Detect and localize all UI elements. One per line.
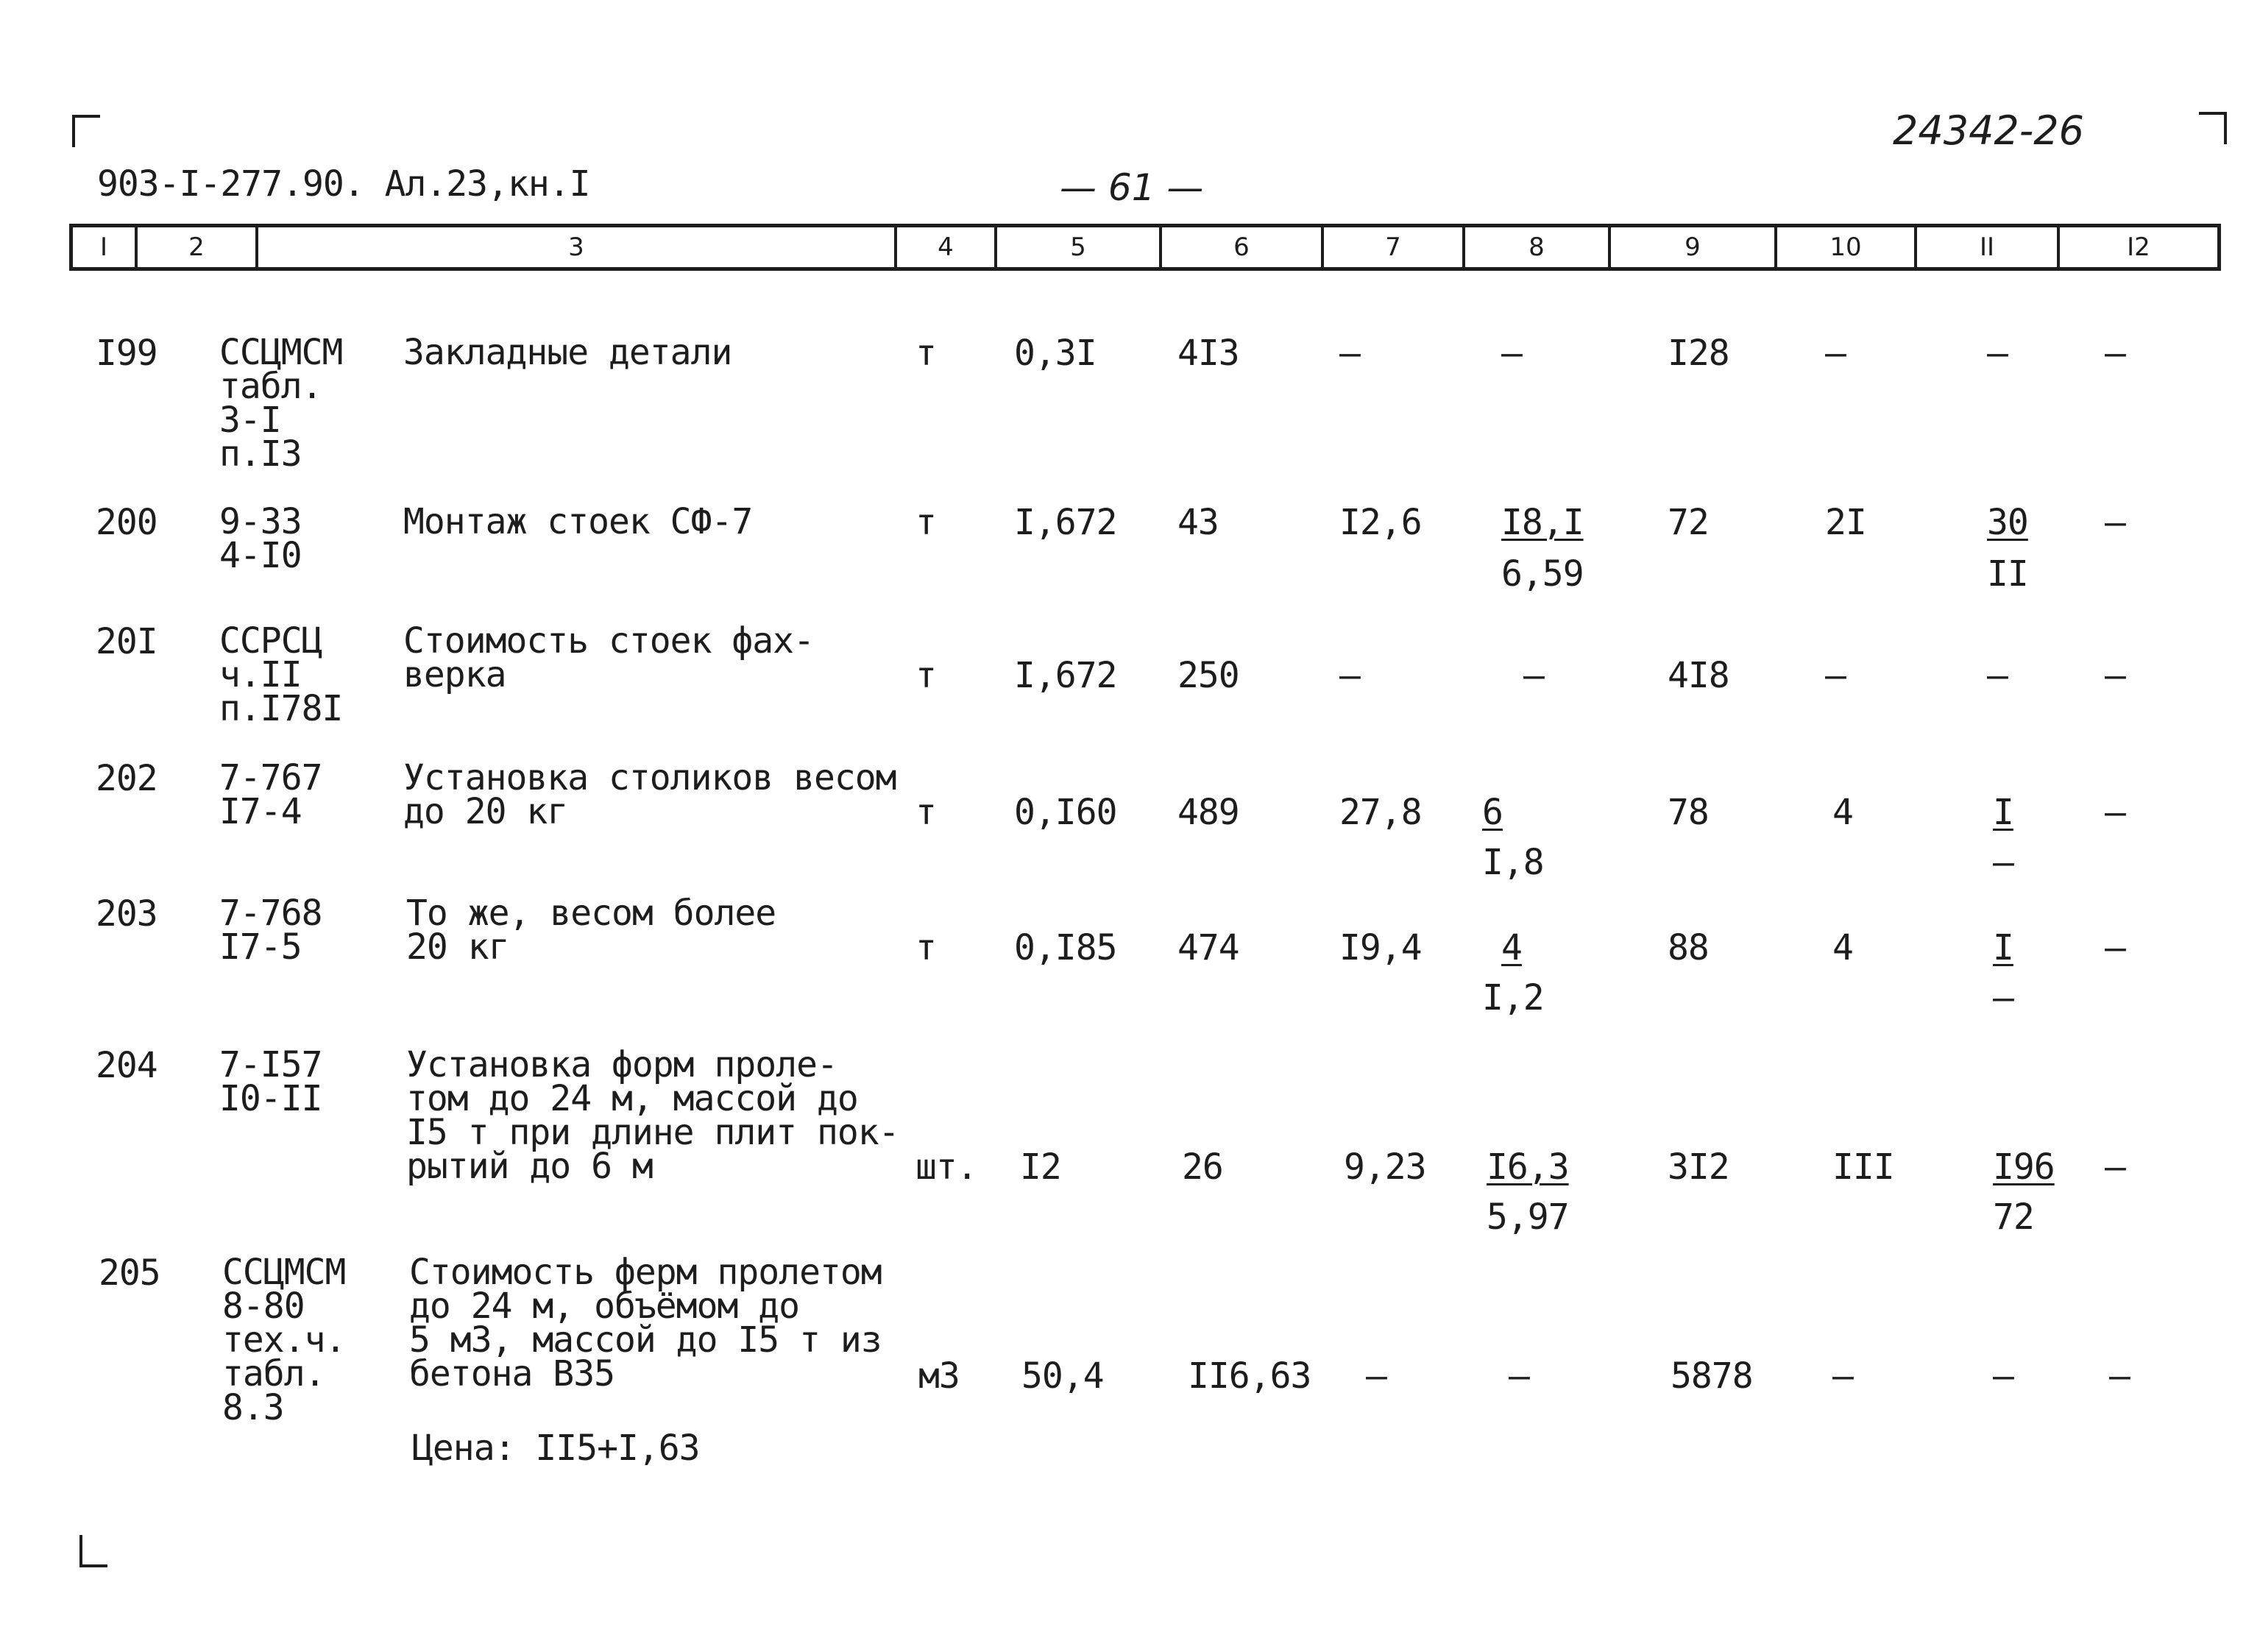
norm-code: 7-I57 I0-II (219, 1044, 322, 1119)
column-number: 9 (1611, 227, 1777, 267)
column-number: 5 (997, 227, 1162, 267)
col11-subvalue: – (1993, 977, 2013, 1018)
col8-subvalue: I,8 (1482, 842, 1544, 883)
col12-value: – (2109, 1355, 2130, 1397)
work-description: Стоимость стоек фах- верка (403, 620, 814, 695)
col11-subvalue: – (1993, 842, 2013, 883)
unit-price: 26 (1182, 1146, 1223, 1188)
total-cost: 72 (1668, 502, 1709, 543)
col10-value: – (1832, 1355, 1853, 1397)
price-note: Цена: II5+I,63 (412, 1428, 700, 1469)
column-number: 2 (138, 227, 258, 267)
col11-value: I (1993, 792, 2013, 833)
col7-value: 9,23 (1344, 1146, 1426, 1188)
unit-price: 250 (1177, 655, 1239, 696)
unit: т (915, 333, 936, 374)
total-cost: 5878 (1671, 1355, 1753, 1397)
column-number: I2 (2127, 233, 2150, 262)
col12-value: – (2105, 333, 2125, 374)
unit-price: II6,63 (1188, 1355, 1311, 1397)
column-number: 10 (1777, 227, 1917, 267)
norm-code: ССЦМСМ 8-80 тех.ч. табл. 8.3 (222, 1252, 346, 1428)
col8-value: – (1501, 333, 1522, 374)
column-number: 6 (1162, 227, 1324, 267)
document-code: 903-I-277.90. Ал.23,кн.I (97, 163, 590, 205)
work-description: Монтаж стоек СФ-7 (403, 501, 753, 542)
col12-value: – (2105, 502, 2125, 543)
col7-value: I9,4 (1339, 927, 1422, 968)
work-description: Установка столиков весом до 20 кг (403, 757, 896, 832)
col7-value: I2,6 (1339, 502, 1422, 543)
total-cost: 4I8 (1668, 655, 1729, 696)
norm-code: ССЦМСМ табл. 3-I п.I3 (219, 332, 343, 475)
col10-value: – (1825, 655, 1846, 696)
col8-value: I8,I (1501, 502, 1584, 543)
column-number: 7 (1324, 227, 1465, 267)
total-cost: I28 (1668, 333, 1729, 374)
unit-price: 43 (1177, 502, 1219, 543)
row-number: 205 (99, 1252, 160, 1294)
unit: м3 (918, 1355, 960, 1397)
col7-value: – (1339, 655, 1360, 696)
col8-value: I6,3 (1487, 1146, 1569, 1188)
unit: т (915, 927, 936, 968)
col12-value: – (2105, 655, 2125, 696)
col12-value: – (2105, 927, 2125, 968)
archive-stamp-number: 24342-26 (1893, 107, 2084, 154)
norm-code: 7-768 I7-5 (219, 893, 322, 968)
quantity: 0,I60 (1014, 792, 1117, 833)
column-number: I (73, 227, 138, 267)
col12-value: – (2105, 1146, 2125, 1188)
corner-mark-top-right (2199, 112, 2227, 144)
quantity: I,672 (1014, 655, 1117, 696)
col11-subvalue: 72 (1993, 1197, 2034, 1238)
total-cost: 78 (1668, 792, 1709, 833)
unit-price: 4I3 (1177, 333, 1239, 374)
col10-value: – (1825, 333, 1846, 374)
quantity: 0,I85 (1014, 927, 1117, 968)
col10-value: III (1832, 1146, 1894, 1188)
row-number: 20I (96, 621, 157, 662)
col12-value: – (2105, 792, 2125, 833)
col8-value: 6 (1482, 792, 1503, 833)
col8-value: 4 (1501, 927, 1522, 968)
col10-value: 2I (1825, 502, 1866, 543)
work-description: Стоимость ферм пролетом до 24 м, объёмом до 5 м3, массой до I5 т из бетона В35 (409, 1252, 882, 1394)
col11-value: – (1987, 655, 2008, 696)
corner-mark-bottom-left (79, 1535, 107, 1567)
column-number: 3 (258, 227, 897, 267)
col11-value: I96 (1993, 1146, 2055, 1188)
column-number: 8 (1465, 227, 1611, 267)
col8-subvalue: 5,97 (1487, 1197, 1569, 1238)
col8-subvalue: 6,59 (1501, 553, 1584, 595)
row-number: 200 (96, 502, 157, 543)
work-description: Установка форм проле- том до 24 м, массой до I5 т при длине плит пок- рытий до 6 м (406, 1044, 899, 1187)
page-number: — 61 — (1060, 166, 1204, 209)
column-number: II (1917, 227, 2060, 267)
unit: т (915, 502, 936, 543)
unit-price: 474 (1177, 927, 1239, 968)
col8-value: – (1509, 1355, 1529, 1397)
work-description: То же, весом более 20 кг (406, 893, 776, 968)
col11-value: – (1987, 333, 2008, 374)
row-number: 203 (96, 893, 157, 935)
quantity: I,672 (1014, 502, 1117, 543)
col10-value: 4 (1832, 792, 1853, 833)
col7-value: – (1366, 1355, 1386, 1397)
norm-code: ССРСЦ ч.II п.I78I (219, 620, 343, 729)
unit-price: 489 (1177, 792, 1239, 833)
column-number: 4 (897, 227, 997, 267)
row-number: I99 (96, 333, 157, 374)
row-number: 202 (96, 758, 157, 799)
quantity: 0,3I (1014, 333, 1097, 374)
col7-value: – (1339, 333, 1360, 374)
col11-subvalue: II (1987, 553, 2028, 595)
col11-value: I (1993, 927, 2013, 968)
col10-value: 4 (1832, 927, 1853, 968)
row-number: 204 (96, 1045, 157, 1086)
col7-value: 27,8 (1339, 792, 1422, 833)
quantity: I2 (1020, 1146, 1061, 1188)
work-description: Закладные детали (403, 332, 732, 373)
unit: шт. (915, 1146, 977, 1188)
corner-mark-top-left (72, 115, 100, 147)
column-header (69, 224, 2221, 271)
norm-code: 9-33 4-I0 (219, 501, 302, 576)
unit: т (915, 655, 936, 696)
col8-subvalue: I,2 (1482, 977, 1544, 1018)
col11-value: – (1993, 1355, 2013, 1397)
total-cost: 3I2 (1668, 1146, 1729, 1188)
col11-value: 30 (1987, 502, 2028, 543)
quantity: 50,4 (1021, 1355, 1104, 1397)
total-cost: 88 (1668, 927, 1709, 968)
norm-code: 7-767 I7-4 (219, 757, 322, 832)
unit: т (915, 792, 936, 833)
col8-value: – (1523, 655, 1544, 696)
